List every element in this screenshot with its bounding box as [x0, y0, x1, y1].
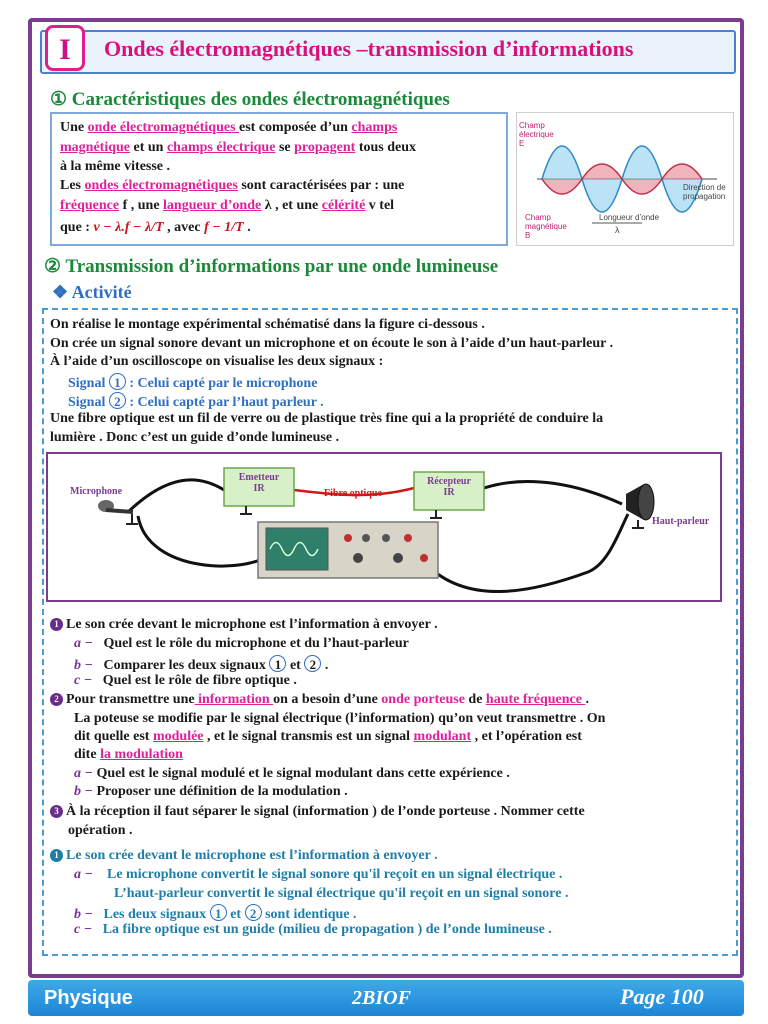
answer-c: c − La fibre optique est un guide (milieu de propagation ) de l’onde lumineuse . [74, 922, 552, 937]
q1-c: c − Quel est le rôle de fibre optique . [74, 673, 297, 688]
footer-page: Page 100 [620, 984, 704, 1009]
def-line-4: Les ondes électromagnétiques sont caractérisées par : une [60, 178, 405, 193]
q2-a: a − Quel est le signal modulé et le signal modulant dans cette expérience . [74, 766, 510, 781]
q1-statement: 1 Le son crée devant le microphone est l’information à envoyer . [50, 617, 438, 633]
def-line-6: que : v − λ.f − λ/T , avec f − 1/T . [60, 220, 251, 235]
label-emetteur: Emetteur IR [238, 472, 280, 494]
label-propagation: Direction de propagation [683, 183, 726, 201]
label-lambda: λ [615, 225, 620, 235]
page-title: Ondes électromagnétiques –transmission d’informations [104, 36, 634, 61]
experiment-diagram [46, 452, 722, 602]
chapter-number: I [45, 25, 85, 71]
label-wavelength: Longueur d’onde [599, 213, 660, 222]
intro-line-1: On réalise le montage expérimental schématisé dans la figure ci-dessous . [50, 317, 485, 332]
answer-1-title: 1 Le son crée devant le microphone est l’information à envoyer . [50, 848, 438, 864]
def-line-3: à la même vitesse . [60, 159, 171, 174]
section2-heading: ② Transmission d’informations par une onde lumineuse [44, 256, 499, 277]
footer-class: 2BIOF [352, 987, 411, 1009]
section1-heading: ① Caractéristiques des ondes électromagnétiques [50, 89, 450, 110]
activity-heading: ❖ Activité [52, 282, 132, 302]
experiment-setup-svg [48, 454, 720, 600]
answer-a-line-1: a − Le microphone convertit le signal sonore qu'il reçoit en un signal électrique . [74, 867, 563, 882]
footer-subject: Physique [44, 987, 133, 1009]
fibre-line-2: lumière . Donc c’est un guide d’onde lumineuse . [50, 430, 340, 445]
label-magnetic-field: Champ magnétique B [525, 213, 567, 240]
label-haut-parleur: Haut-parleur [652, 516, 710, 527]
q3-line-1: 3 À la réception il faut séparer le signal (information ) de l’onde porteuse . Nommer cette [50, 804, 585, 820]
q2-line-3: dit quelle est modulée , et le signal transmis est un signal modulant , et l’opération est [74, 729, 582, 744]
signal-1-line: Signal 1 : Celui capté par le microphone [68, 375, 318, 391]
label-microphone: Microphone [70, 486, 123, 497]
label-fibre: Fibre optique [324, 488, 382, 499]
answer-a-line-2: L’haut-parleur convertit le signal électrique qu'il reçoit en un signal sonore . [114, 886, 569, 901]
intro-line-2: On crée un signal sonore devant un microphone et on écoute le son à l’aide d’un haut-parleur . [50, 336, 614, 351]
def-line-5: fréquence f , une langueur d’onde λ , et une célérité v tel [60, 198, 395, 213]
q2-b: b − Proposer une définition de la modulation . [74, 784, 348, 799]
answer-b: b − Les deux signaux 1 et 2 sont identique . [74, 906, 357, 922]
label-electric-field: Champ électrique E [519, 121, 554, 148]
intro-line-3: À l’aide d’un oscilloscope on visualise les deux signaux : [50, 354, 384, 369]
signal-2-line: Signal 2 : Celui capté par l’haut parleur . [68, 394, 324, 410]
label-recepteur: Récepteur IR [427, 476, 471, 498]
q1-b: b − Comparer les deux signaux 1 et 2 . [74, 657, 329, 673]
q2-line-1: 2 Pour transmettre une information on a besoin d’une onde porteuse de haute fréquence . [50, 692, 589, 708]
def-line-2: magnétique et un champs électrique se propagent tous deux [60, 140, 416, 155]
q3-line-2: opération . [68, 823, 133, 838]
def-line-1: Une onde électromagnétiques est composée d’un champs [60, 120, 398, 135]
q1-a: a − Quel est le rôle du microphone et du l’haut-parleur [74, 636, 409, 651]
fibre-line-1: Une fibre optique est un fil de verre ou de plastique très fine qui a la propriété de conduire la [50, 411, 604, 426]
q2-line-2: La poteuse se modifie par le signal électrique (l’information) qu’on veut transmettre . On [74, 711, 606, 726]
q2-line-4: dite la modulation [74, 747, 183, 762]
em-wave-figure [516, 112, 734, 246]
